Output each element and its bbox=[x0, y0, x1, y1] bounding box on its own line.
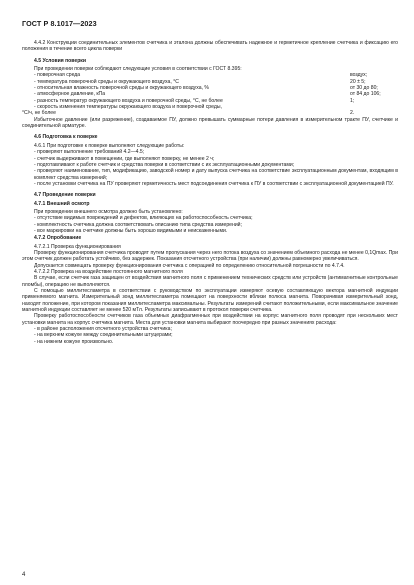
paragraph-4-7-1: При проведении внешнего осмотра должно быть установлено: bbox=[34, 208, 183, 215]
list-item: - отсутствие видимых повреждений и дефектов, влияющих на работоспособность счетчика; bbox=[34, 215, 253, 222]
paragraph-4-5-note: Избыточное давление (или разрежение), создаваемое ПУ, должно превышать суммарные потери давления в измерительном тракте ПУ, счетчике и соединительной арматуре. bbox=[22, 116, 398, 130]
condition-row: - разность температур окружающего воздуха и поверочной среды, °С, не более 1; bbox=[34, 97, 355, 104]
paragraph-4-7-2-1-body: Проверку функционирования счетчика проводят путем пропускания через него потока воздуха со значением объемного расхода не менее 0,1Qmax. При этом счетчик должен работать устойчиво, без задержек. Показания отсчетного устройства (при наличии) должны равномерно увеличиваться. bbox=[22, 249, 398, 263]
list-item: - после установки счетчика на ПУ проверяют герметичность мест подсоединения счетчика к ПУ в соответствии с эксплуатационной документацией ПУ. bbox=[34, 180, 394, 187]
paragraph-4-7-2-2-c: Проверку работоспособности счетчиков газа объемных диафрагменных при воздействии на корпус магнитного поля проводят при нескольких мест установки магнита на корпус счетчика магнита. Места для установки магнита выбирают поочередно при разных значениях расхода: bbox=[22, 313, 398, 326]
section-4-7-heading: 4.7 Проведение поверки bbox=[34, 192, 96, 199]
list-item: - проверяют выполнение требований 4.2—4.5; bbox=[34, 149, 145, 156]
condition-row: - относительная влажность поверочной среды и окружающего воздуха, % от 30 до 80; bbox=[34, 85, 378, 92]
list-item: - счетчик выдерживают в помещении, где выполняют поверку, не менее 2 ч; bbox=[34, 155, 215, 162]
magnet-positions-list bbox=[22, 326, 398, 345]
page-number: 4 bbox=[22, 572, 26, 578]
list-item: - в районе расположения отсчетного устройства счетчика; bbox=[34, 326, 172, 333]
paragraph-4-7-2-2-title: 4.7.2.2 Проверка на воздействие постоянного магнитного поля bbox=[34, 269, 183, 275]
list-item: - подготавливают к работе счетчик и средства поверки в соответствии с их эксплуатационными документами; bbox=[34, 161, 295, 168]
paragraph-4-5-intro: При проведении поверки соблюдают следующие условия в соответствии с ГОСТ 8.395: bbox=[34, 66, 242, 73]
list-item: - проверяют наименование, тип, модификацию, заводской номер и дату выпуска счетчика на соответствие эксплуатационным документам, входящим в комплект средства измерений; bbox=[34, 168, 398, 181]
condition-row-tail: °С/ч, не более 2. bbox=[22, 110, 355, 117]
condition-row: - поверочная среда воздух; bbox=[34, 72, 368, 79]
inspection-list bbox=[22, 215, 398, 234]
paragraph-4-7-2-2-a: В случае, если счетчик газа защищен от воздействия магнитного поля с применением технических средств или устройств (антимагнитные контрольные пломбы), операцию не выполняются. bbox=[22, 275, 398, 288]
section-4-7-1-heading: 4.7.1 Внешний осмотр bbox=[34, 200, 90, 207]
paragraph-4-7-2-2-b: С помощью миллитесламетра в соответствии с руководством по эксплуатации измеряют осевую составляющую вектора магнитной индукции применяемого магнита. Измерительный зонд миллитесламетра помещают на поверхности вблизи полюса магнита. Поворачивая измерительный зонд, находят положение, при котором показания миллитесламетра максимальны. Результаты измерений считают положительными, если максимальное значение магнитной индукции составляет не менее 520 мТл. Результаты записывают в протокол поверки счетчика. bbox=[22, 288, 398, 314]
running-header: ГОСТ Р 8.1017—2023 bbox=[22, 19, 97, 28]
condition-row: - атмосферное давление, кПа от 84 до 106; bbox=[34, 91, 381, 98]
paragraph-4-7-2-1-note: Допускается совмещать проверку функционирования счетчика с операцией по определению относительной погрешности по 4.7.4. bbox=[34, 262, 345, 269]
list-item: - комплектность счетчика должна соответствовать описанию типа средства измерений; bbox=[34, 221, 242, 228]
section-4-7-2-heading: 4.7.2 Опробование bbox=[34, 235, 82, 242]
list-item: - все маркировки на счетчике должны быть хорошо видимыми и неискаженными. bbox=[34, 227, 228, 234]
paragraph-4-7-2-1-title: 4.7.2.1 Проверка функционирования bbox=[34, 243, 121, 250]
section-4-6-heading: 4.6 Подготовка к поверке bbox=[34, 134, 98, 141]
section-4-5-heading: 4.5 Условия поверки bbox=[34, 57, 86, 64]
list-item: - на нижнем кожухе произвольно. bbox=[34, 338, 114, 345]
condition-row: - скорость изменения температуры окружающего воздуха и поверочной среды, bbox=[34, 104, 222, 111]
condition-row: - температура поверочной среды и окружающего воздуха, °С 20 ± 5; bbox=[34, 78, 366, 85]
page-body bbox=[22, 40, 398, 345]
preparation-list bbox=[22, 149, 398, 187]
paragraph-4-4-2: 4.4.2 Конструкции соединительных элементов счетчика и эталона должны обеспечивать надежное и герметичное крепление счетчика и фиксацию его положения в течение всего цикла поверки bbox=[22, 40, 398, 53]
paragraph-4-6-1: 4.6.1 При подготовке к поверке выполняют следующие работы: bbox=[34, 142, 185, 149]
conditions-list bbox=[22, 72, 398, 116]
list-item: - на верхнем кожухе между соединительными штуцерами; bbox=[34, 332, 173, 339]
